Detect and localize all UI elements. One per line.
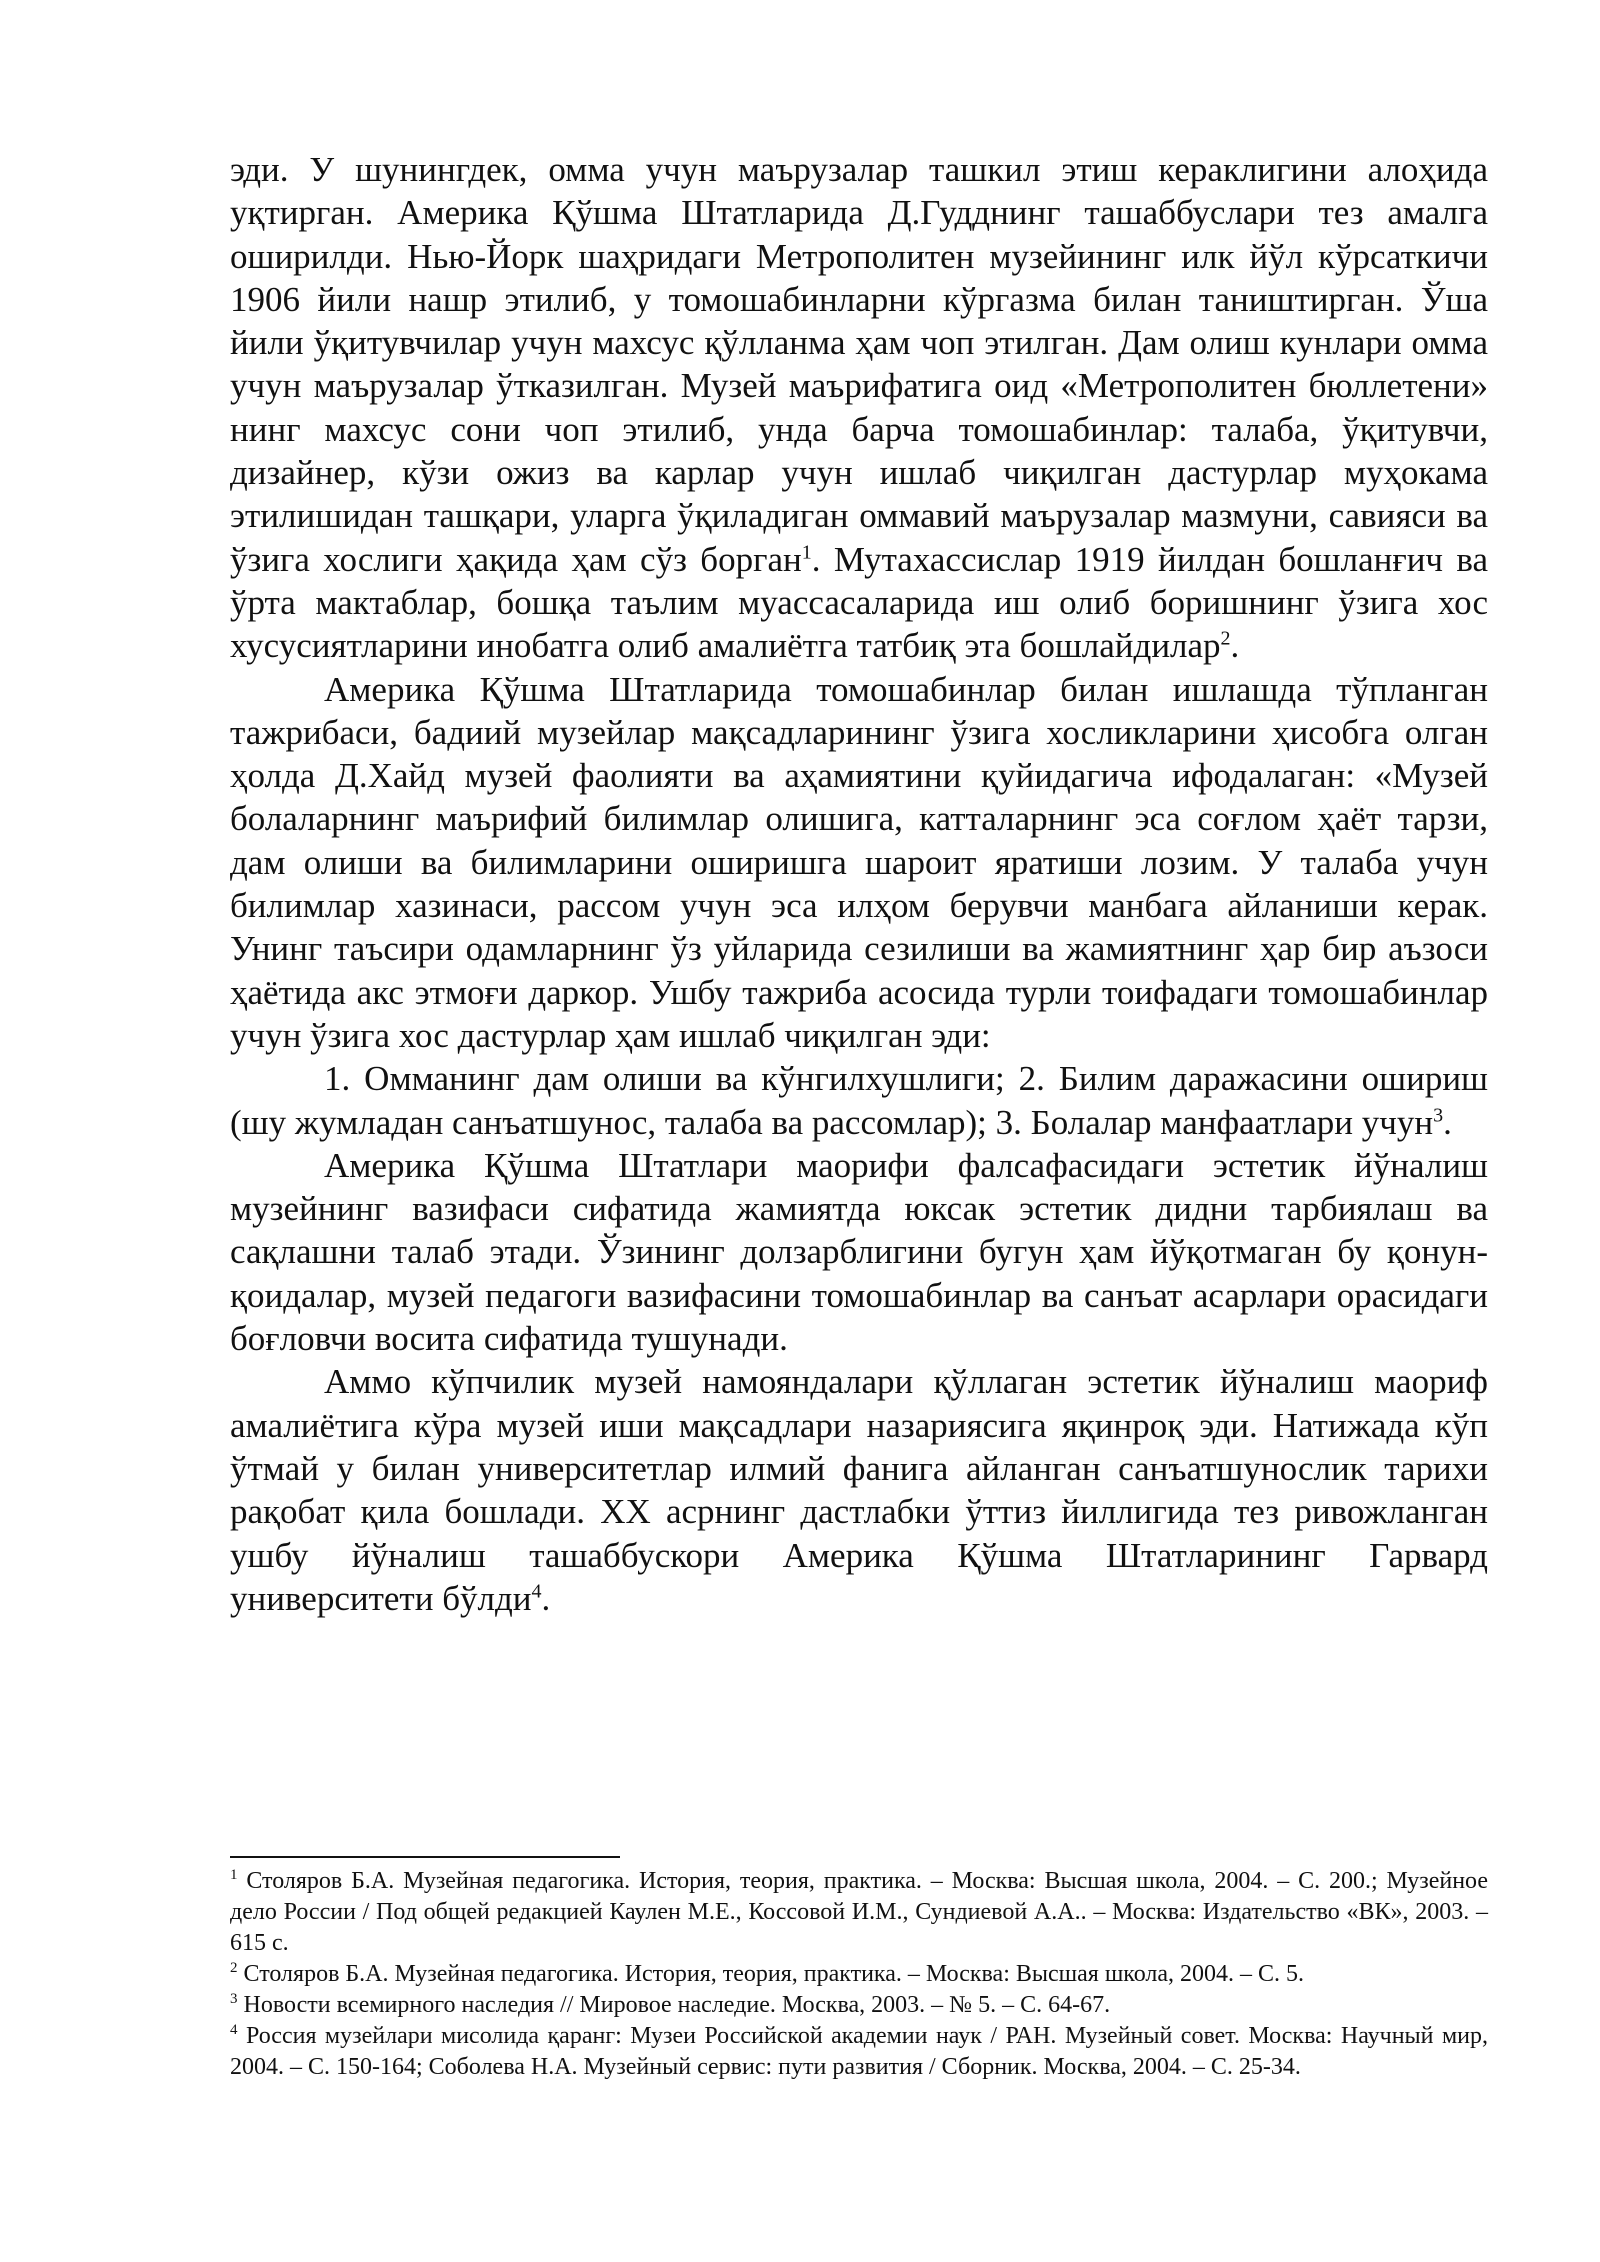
paragraph-3-end: . [1443, 1102, 1452, 1142]
paragraph-1 [230, 148, 1488, 668]
paragraph-2: Америка Қўшма Штатларида томошабинлар билан ишлашда тўпланган тажрибаси, бадиий музейлар мақсадларининг ўзига хосликларини ҳисобга олган ҳолда Д.Хайд музей фаолияти ва аҳамиятини қуйидагича ифодалаган: «Музей болаларнинг маърифий билимлар олишига, катталарнинг эса соғлом ҳаёт тарзи, дам олиши ва билимларини оширишга шароит яратиши лозим. У талаба учун билимлар хазинаси, рассом учун эса илҳом берувчи манбага айланиши керак. Унинг таъсири одамларнинг ўз уйларида сезилиши ва жамиятнинг ҳар бир аъзоси ҳаётида акс этмоғи даркор. Ушбу тажриба асосида турли тоифадаги томошабинлар учун ўзига хос дастурлар ҳам ишлаб чиқилган эди: [230, 669, 1488, 1055]
footnote-ref-2[interactable]: 2 [1220, 627, 1231, 650]
footnote-ref-3[interactable]: 3 [1433, 1103, 1444, 1126]
paragraph-4: Америка Қўшма Штатлари маорифи фалсафасидаги эстетик йўналиш музейнинг вазифаси сифатида жамиятда юксак эстетик дидни тарбиялаш ва сақлашни талаб этади. Ўзининг долзарблигини бугун ҳам йўқотмаган бу қонун-қоидалар, музей педагоги вазифасини томошабинлар ва санъат асарлари орасидаги боғловчи восита сифатида тушунади. [230, 1145, 1488, 1359]
footnote-ref-4[interactable]: 4 [531, 1580, 542, 1603]
paragraph-5 [230, 1360, 1488, 1620]
paragraph-1-end: . [1230, 626, 1240, 666]
footnote-3-number: 3 [230, 1991, 238, 2007]
footnote-2-number: 2 [230, 1960, 238, 1976]
footnote-2-text: Столяров Б.А. Музейная педагогика. История, теория, практика. – Москва: Высшая школа, 2004. – С. 5. [237, 1961, 1305, 1987]
footnote-ref-1[interactable]: 1 [801, 541, 812, 564]
paragraph-1-text: эди. У шунингдек, омма учун маърузалар ташкил этиш кераклигини алоҳида уқтирган. Америка Қўшма Штатларида Д.Гудднинг ташаббуслари тез амалга оширилди. Нью-Йорк шаҳридаги Метрополитен музейининг илк йўл кўрсаткичи 1906 йили нашр этилиб, у томошабинларни кўргазма билан таништирган. Ўша йили ўқитувчилар учун махсус қўлланма ҳам чоп этилган. Дам олиш кунлари омма учун маърузалар ўтказилган. Музей маърифатига оид «Метрополитен бюллетени» нинг махсус сони чоп этилиб, унда барча томошабинлар: талаба, ўқитувчи, дизайнер, кўзи ожиз ва карлар учун ишлаб чиқилган дастурлар муҳокама этилишидан ташқари, уларга ўқиладиган оммавий маърузалар мазмуни, савияси ва ўзига хослиги ҳақида ҳам сўз борган [230, 150, 1488, 579]
paragraph-5-text: Аммо кўпчилик музей намояндалари қўллаган эстетик йўналиш маориф амалиётига кўра музей иши мақсадлари назариясига яқинроқ эди. Натижада кўп ўтмай у билан университетлар илмий фанига айланган санъатшунослик тарихи рақобат қила бошлади. XX асрнинг дастлабки ўттиз йиллигида тез ривожланган ушбу йўналиш ташаббускори Америка Қўшма Штатларининг Гарвард университети бўлди [230, 1362, 1488, 1618]
footnote-4 [230, 2021, 1488, 2083]
footnotes [230, 1866, 1488, 2083]
footnote-4-text: Россия музейлари мисолида қаранг: Музеи Российской академии наук / РАН. Музейный совет. Москва: Научный мир, 2004. – С. 150-164; Соболева Н.А. Музейный сервис: пути развития / Сборник. Москва, 2004. – С. 25-34. [230, 2023, 1488, 2080]
footnote-3-text: Новости всемирного наследия // Мировое наследие. Москва, 2003. – № 5. – С. 64-67. [237, 1992, 1111, 2018]
paragraph-3-text: 1. Омманинг дам олиши ва кўнгилхушлиги; 2. Билим даражасини ошириш (шу жумладан санъатшунос, талаба ва рассомлар); 3. Болалар манфаатлари учун [230, 1059, 1488, 1142]
footnote-1-text: Столяров Б.А. Музейная педагогика. История, теория, практика. – Москва: Высшая школа, 2004. – С. 200.; Музейное дело России / Под общей редакцией Каулен М.Е., Коссовой И.М., Сундиевой А.А.. – Москва: Издательство «ВК», 2003. – 615 с. [230, 1868, 1488, 1956]
paragraph-3-list [230, 1057, 1488, 1144]
footnote-separator [230, 1856, 620, 1858]
footnote-1-number: 1 [230, 1867, 238, 1883]
footnote-3 [230, 1990, 1488, 2021]
paragraph-5-end: . [541, 1578, 551, 1618]
main-text [230, 148, 1488, 1620]
footnote-2 [230, 1959, 1488, 1990]
paragraph-1-text-cont: . Мутахассислар 1919 йилдан бошланғич ва ўрта мактаблар, бошқа таълим муассасаларида иш олиб боришнинг ўзига хос хусусиятларини инобатга олиб амалиётга татбиқ эта бошлайдилар [230, 539, 1488, 666]
footnote-1 [230, 1866, 1488, 1959]
footnote-4-number: 4 [230, 2022, 238, 2038]
